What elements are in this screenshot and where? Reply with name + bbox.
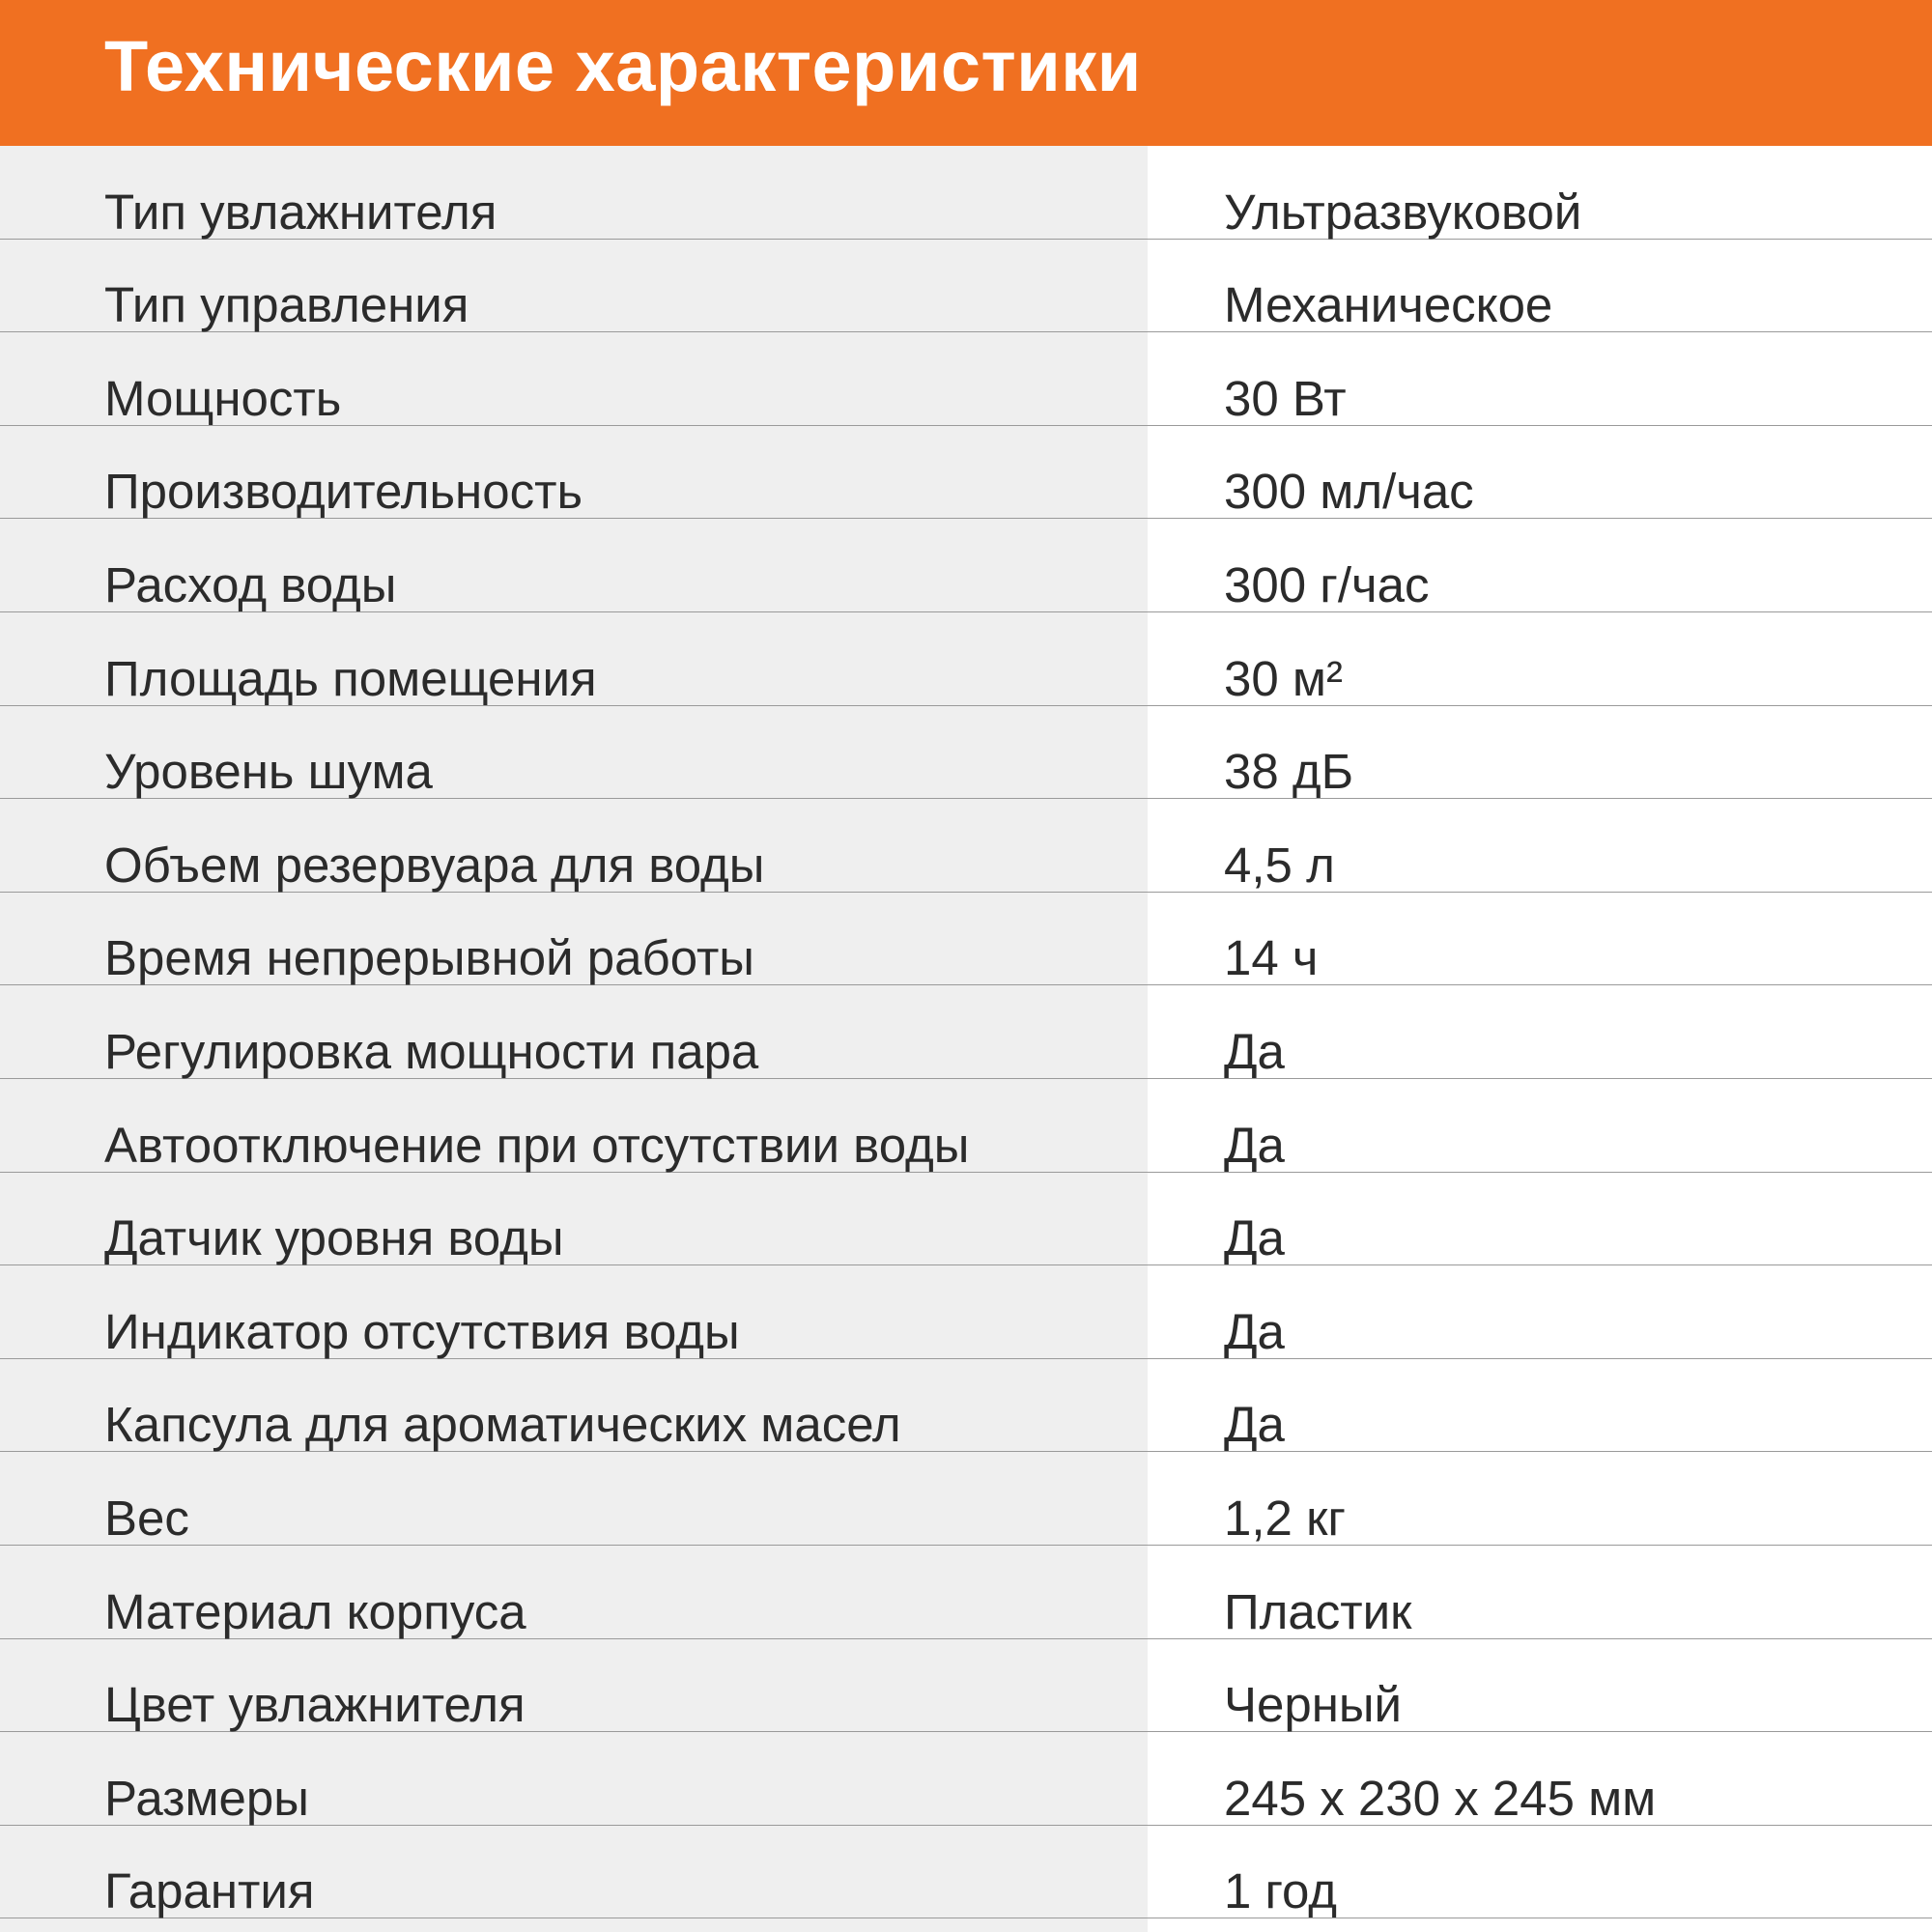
spec-value: Да — [1224, 1397, 1285, 1453]
spec-value: 245 x 230 x 245 мм — [1224, 1770, 1657, 1826]
spec-label: Материал корпуса — [104, 1583, 526, 1639]
spec-row — [0, 1173, 1932, 1266]
spec-label: Время непрерывной работы — [104, 930, 754, 986]
spec-label: Производительность — [104, 464, 583, 520]
spec-row — [0, 146, 1932, 240]
spec-label: Индикатор отсутствия воды — [104, 1303, 740, 1359]
spec-row — [0, 1732, 1932, 1826]
spec-label: Гарантия — [104, 1863, 315, 1919]
spec-value: 300 г/час — [1224, 556, 1430, 612]
spec-value: 1 год — [1224, 1863, 1338, 1919]
spec-row — [0, 1546, 1932, 1639]
spec-value: Механическое — [1224, 277, 1553, 333]
spec-label: Мощность — [104, 370, 342, 426]
spec-row — [0, 893, 1932, 986]
spec-row — [0, 706, 1932, 800]
spec-value: Да — [1224, 1023, 1285, 1079]
spec-row — [0, 1826, 1932, 1919]
spec-value: 30 Вт — [1224, 370, 1347, 426]
spec-label: Объем резервуара для воды — [104, 837, 765, 893]
spec-row — [0, 332, 1932, 426]
spec-label: Расход воды — [104, 556, 397, 612]
spec-value: Да — [1224, 1210, 1285, 1266]
spec-label: Капсула для ароматических масел — [104, 1397, 901, 1453]
spec-label: Вес — [104, 1490, 189, 1546]
spec-label: Площадь помещения — [104, 650, 597, 706]
spec-row — [0, 1265, 1932, 1359]
spec-value: Да — [1224, 1303, 1285, 1359]
spec-label: Уровень шума — [104, 744, 433, 800]
spec-row — [0, 799, 1932, 893]
spec-label: Тип увлажнителя — [104, 184, 497, 240]
spec-value: 30 м² — [1224, 650, 1343, 706]
spec-label: Размеры — [104, 1770, 309, 1826]
spec-label: Цвет увлажнителя — [104, 1677, 526, 1733]
spec-value: 300 мл/час — [1224, 464, 1474, 520]
page-title: Технические характеристики — [104, 25, 1142, 106]
spec-label: Регулировка мощности пара — [104, 1023, 759, 1079]
spec-row — [0, 1359, 1932, 1453]
spec-value: 14 ч — [1224, 930, 1319, 986]
spec-value: Да — [1224, 1117, 1285, 1173]
spec-value: Пластик — [1224, 1583, 1412, 1639]
spec-label: Датчик уровня воды — [104, 1210, 564, 1266]
spec-label: Тип управления — [104, 277, 469, 333]
spec-label: Автоотключение при отсутствии воды — [104, 1117, 970, 1173]
spec-row — [0, 1639, 1932, 1733]
spec-table — [0, 146, 1932, 1918]
spec-row — [0, 240, 1932, 333]
spec-value: 38 дБ — [1224, 744, 1354, 800]
header-banner — [0, 0, 1932, 146]
spec-value: Ультразвуковой — [1224, 184, 1582, 240]
spec-value: Черный — [1224, 1677, 1403, 1733]
spec-row — [0, 1452, 1932, 1546]
spec-row — [0, 612, 1932, 706]
spec-row — [0, 426, 1932, 520]
spec-row — [0, 985, 1932, 1079]
spec-value: 1,2 кг — [1224, 1490, 1346, 1546]
spec-row — [0, 1079, 1932, 1173]
spec-value: 4,5 л — [1224, 837, 1335, 893]
spec-row — [0, 519, 1932, 612]
